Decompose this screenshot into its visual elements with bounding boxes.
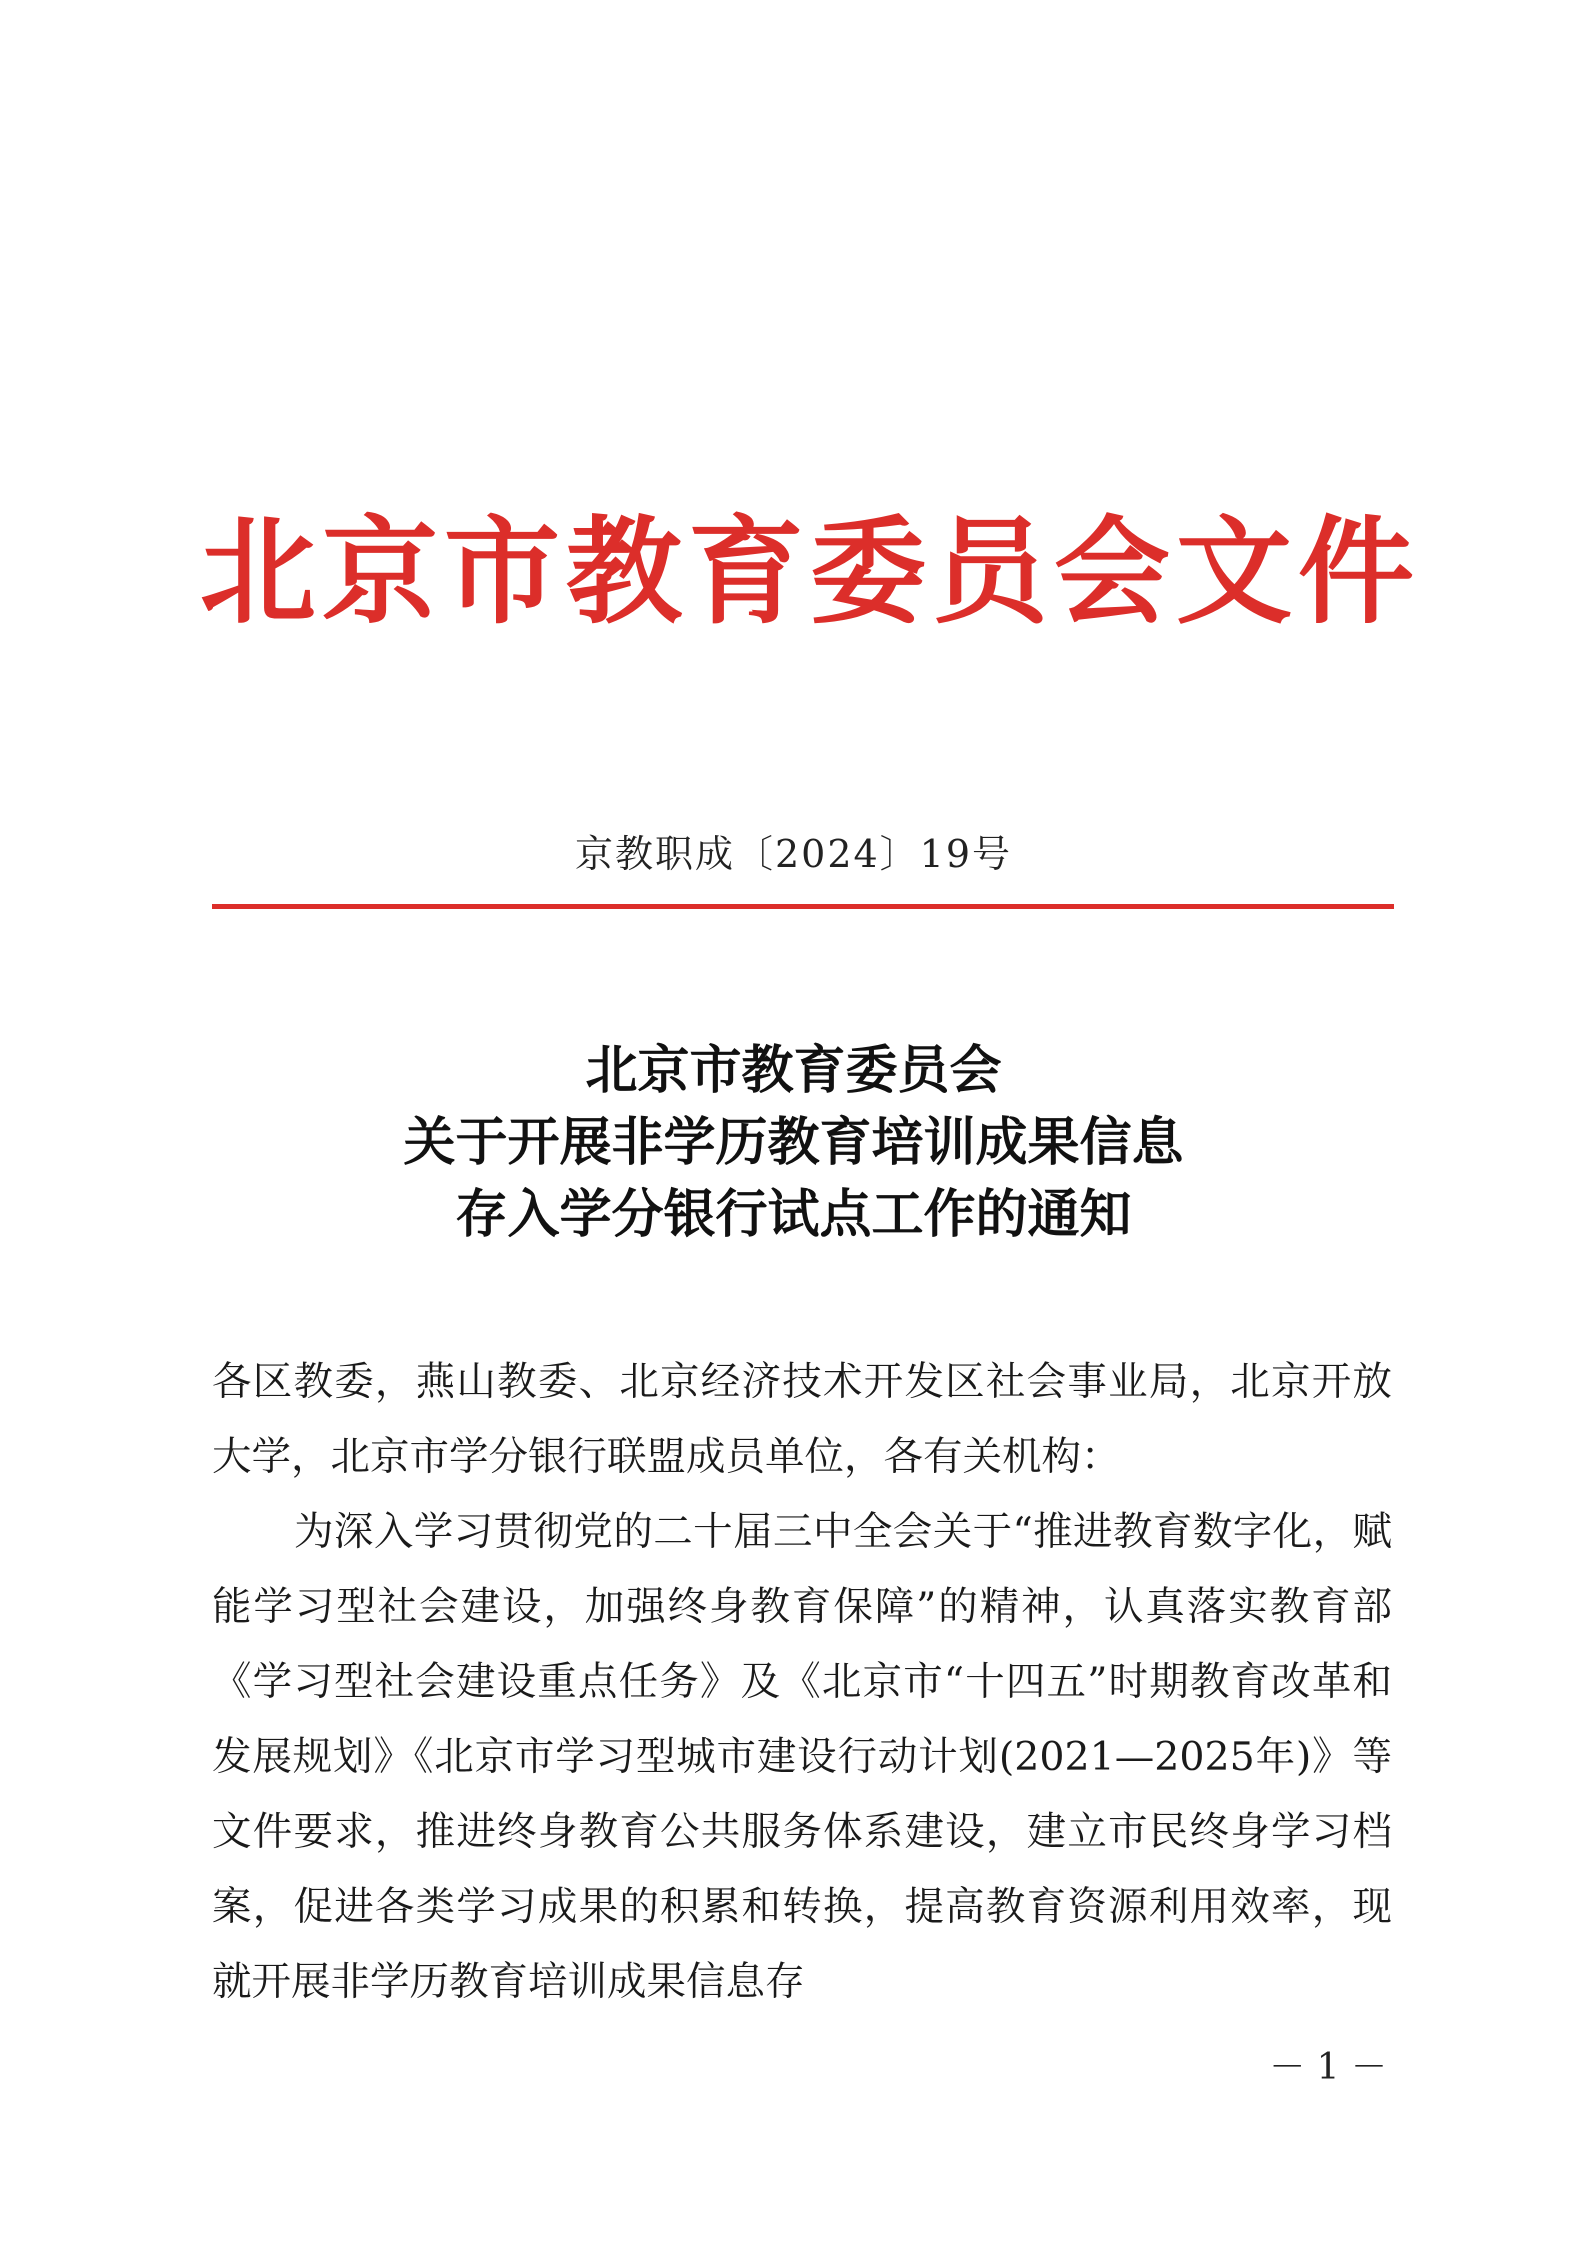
title-line-2: 关于开展非学历教育培训成果信息 — [403, 1112, 1184, 1173]
masthead-title: 北京市教育委员会文件 — [200, 505, 1420, 640]
title-line-1: 北京市教育委员会 — [585, 1040, 1002, 1101]
body-text — [212, 1345, 1392, 2020]
page-number: － 1 － — [1269, 2047, 1387, 2088]
notice-title — [0, 1035, 1587, 1251]
addressees: 各区教委，燕山教委、北京经济技术开发区社会事业局，北京开放大学，北京市学分银行联盟成员单位，各有关机构： — [212, 1359, 1392, 1480]
body-paragraph-1: 为深入学习贯彻党的二十届三中全会关于“推进教育数字化，赋能学习型社会建设，加强终身教育保障”的精神，认真落实教育部《学习型社会建设重点任务》及《北京市“十四五”时期教育改革和发展规划》《北京市学习型城市建设行动计划(2021—2025年)》等文件要求，推进终身教育公共服务体系建设，建立市民终身学习档案，促进各类学习成果的积累和转换，提高教育资源利用效率，现就开展非学历教育培训成果信息存 — [212, 1509, 1392, 2005]
red-divider-line — [212, 904, 1394, 909]
title-line-3: 存入学分银行试点工作的通知 — [455, 1184, 1132, 1245]
document-number: 京教职成〔2024〕19号 — [574, 832, 1013, 876]
